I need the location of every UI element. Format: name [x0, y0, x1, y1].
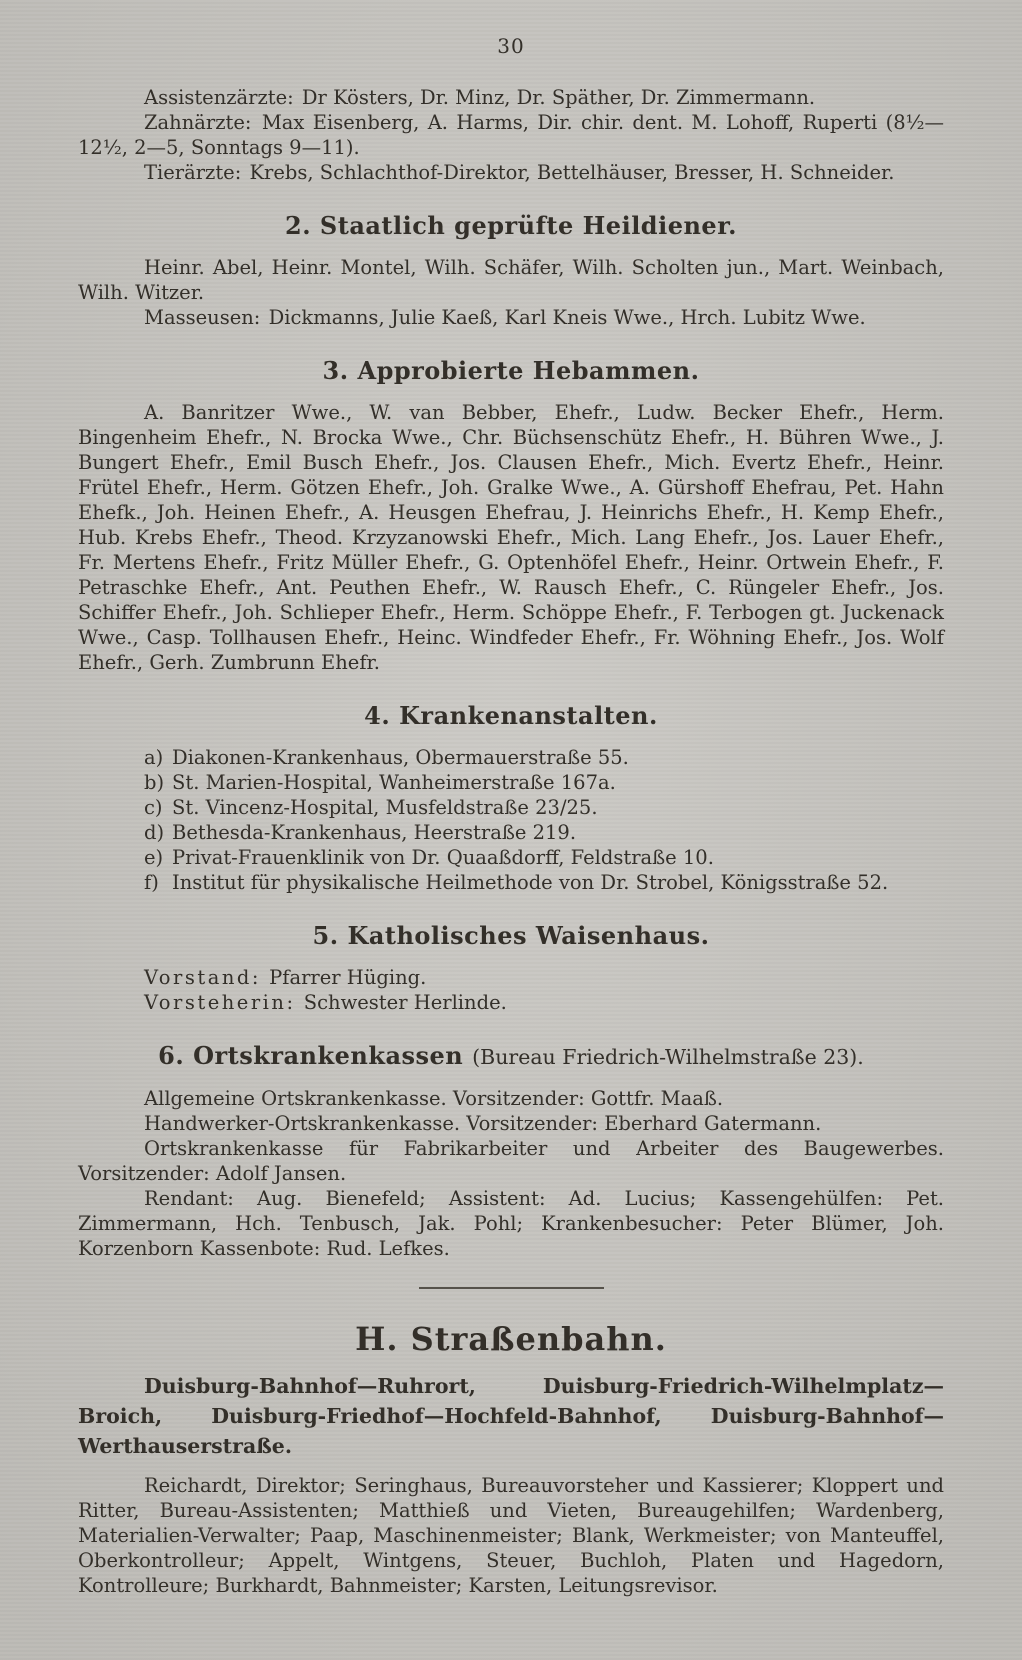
ortskrankenkassen-heading-bold: 6. Ortskrankenkassen: [158, 1041, 464, 1070]
okk-kassenbote: Kassenbote: Rud. Lefkes.: [199, 1237, 450, 1260]
tieraerzte-line: [78, 160, 944, 185]
masseusen-label: Masseusen:: [144, 306, 261, 329]
hospital-item-f: [144, 870, 944, 895]
hospital-item-a-label: a): [144, 746, 164, 769]
okk-rendant: Rendant: Aug. Bienefeld; Assistent: Ad. Lucius; Kassengehülfen: Pet. Zimmermann, Hch. Tenbusch, Jak. Pohl; Krankenbesucher: Peter Blümer, Joh. Korzenborn: [78, 1187, 944, 1260]
hospital-item-f-label: f): [144, 871, 159, 894]
tieraerzte-names: Krebs, Schlachthof-Direktor, Bettelhäuser, Bresser, H. Schneider.: [249, 161, 895, 184]
section-krankenanstalten: [78, 701, 944, 895]
strassenbahn-heading: H. Straßenbahn.: [355, 1320, 667, 1358]
hospital-item-b-label: b): [144, 771, 165, 794]
section-hebammen: [78, 356, 944, 675]
vorsteherin-name: Schwester Herlinde.: [303, 991, 507, 1014]
hospital-item-b: [144, 770, 944, 795]
section-heading-waisenhaus: 5. Katholisches Waisenhaus.: [312, 921, 710, 950]
section-waisenhaus: [78, 921, 944, 1015]
page-number: 30: [497, 34, 525, 58]
hospital-item-c-label: c): [144, 796, 163, 819]
masseusen-names: Dickmanns, Julie Kaeß, Karl Kneis Wwe., Hrch. Lubitz Wwe.: [268, 306, 866, 329]
vorstand-label: Vorstand:: [144, 966, 261, 989]
hospital-item-c-text: St. Vincenz-Hospital, Musfeldstraße 23/25.: [172, 796, 598, 819]
assistenzaerzte-names: Dr Kösters, Dr. Minz, Dr. Späther, Dr. Zimmermann.: [301, 86, 816, 109]
okk-personal: [78, 1186, 944, 1261]
vorstand-name: Pfarrer Hüging.: [269, 966, 427, 989]
vorsteherin-label: Vorsteherin:: [144, 991, 296, 1014]
hospital-item-d-label: d): [144, 821, 165, 844]
section-heading-heildiener: 2. Staatlich geprüfte Heildiener.: [285, 211, 737, 240]
assistenzaerzte-line: [78, 85, 944, 110]
section-heading-ortskrankenkassen: [78, 1041, 944, 1072]
hospital-item-a: [144, 745, 944, 770]
hebammen-members: A. Banritzer Wwe., W. van Bebber, Ehefr., Ludw. Becker Ehefr., Herm. Bingenheim Ehefr., N. Brocka Wwe., Chr. Büchsenschütz Ehefr., H. Bühren Wwe., J. Bungert Ehefr., Emil Busch Ehefr., Jos. Clausen Ehefr., Mich. Evertz Ehefr., Heinr. Frütel Ehefr., Herm. Götzen Ehefr., Joh. Gralke Wwe., A. Gürshoff Ehefrau, Pet. Hahn Ehefk., Joh. Heinen Ehefr., A. Heusgen Ehefrau, J. Heinrichs Ehefr., H. Kemp Ehefr., Hub. Krebs Ehefr., Theod. Krzyzanowski Ehefr., Mich. Lang Ehefr., Jos. Lauer Ehefr., Fr. Mertens Ehefr., Fritz Müller Ehefr., G. Optenhöfel Ehefr., Heinr. Ortwein Ehefr., F. Petraschke Ehefr., Ant. Peuthen Ehefr., W. Rausch Ehefr., C. Rüngeler Ehefr., Jos. Schiffer Ehefr., Joh. Schlieper Ehefr., Herm. Schöppe Ehefr., F. Terbogen gt. Juckenack Wwe., Casp. Tollhausen Ehefr., Heinc. Windfeder Ehefr., Fr. Wöhning Ehefr., Jos. Wolf Ehefr., Gerh. Zumbrunn Ehefr.: [78, 401, 944, 674]
masseusen-line: [78, 305, 944, 330]
waisenhaus-vorsteherin: [78, 990, 944, 1015]
hospital-item-e-text: Privat-Frauenklinik von Dr. Quaaßdorff, Feldstraße 10.: [172, 846, 714, 869]
zahnaerzte-label: Zahnärzte:: [144, 111, 252, 134]
zahnaerzte-names: Max Eisenberg, A. Harms, Dir. chir. dent. M. Lohoff, Ruperti (8½—12½, 2—5, Sonntags 9—11).: [78, 111, 944, 159]
assistenzaerzte-label: Assistenzärzte:: [144, 86, 294, 109]
strassenbahn-staff: Reichardt, Direktor; Seringhaus, Bureauvorsteher und Kassierer; Kloppert und Ritter, Bureau-Assistenten; Matthieß und Vieten, Bureaugehilfen; Wardenberg, Materialien-Verwalter; Paap, Maschinenmeister; Blank, Werkmeister; von Manteuffel, Oberkontrolleur; Appelt, Wintgens, Steuer, Buchloh, Platen und Hagedorn, Kontrolleure; Burkhardt, Bahnmeister; Karsten, Leitungsrevisor.: [78, 1474, 944, 1597]
section-ortskrankenkassen: [78, 1041, 944, 1261]
section-divider-rule: [419, 1287, 604, 1289]
hospital-item-c: [144, 795, 944, 820]
hospital-item-f-text: Institut für physikalische Heilmethode von Dr. Strobel, Königsstraße 52.: [172, 871, 889, 894]
hospital-item-b-text: St. Marien-Hospital, Wanheimerstraße 167a.: [172, 771, 616, 794]
heildiener-members: Heinr. Abel, Heinr. Montel, Wilh. Schäfer, Wilh. Scholten jun., Mart. Weinbach, Wilh. Witzer.: [78, 256, 944, 304]
hospital-item-e: [144, 845, 944, 870]
section-heading-krankenanstalten: 4. Krankenanstalten.: [364, 701, 658, 730]
section-strassenbahn: [78, 1319, 944, 1598]
ortskrankenkassen-heading-bureau: (Bureau Friedrich-Wilhelmstraße 23).: [472, 1045, 864, 1069]
hospital-item-d-text: Bethesda-Krankenhaus, Heerstraße 219.: [172, 821, 577, 844]
section-heildiener: [78, 211, 944, 330]
okk-fabrikarbeiter: Ortskrankenkasse für Fabrikarbeiter und Arbeiter des Baugewerbes. Vorsitzender: Adolf Jansen.: [78, 1137, 944, 1185]
section-heading-hebammen: 3. Approbierte Hebammen.: [322, 356, 700, 385]
okk-handwerker: Handwerker-Ortskrankenkasse. Vorsitzender: Eberhard Gatermann.: [144, 1112, 822, 1135]
okk-allgemeine: Allgemeine Ortskrankenkasse. Vorsitzender: Gottfr. Maaß.: [144, 1087, 724, 1110]
strassenbahn-routes: Duisburg-Bahnhof—Ruhrort, Duisburg-Friedrich-Wilhelmplatz—Broich, Duisburg-Friedhof—Hochfeld-Bahnhof, Duisburg-Bahnhof—Werthauserstraße.: [78, 1374, 944, 1458]
section-medical-staff: [78, 85, 944, 185]
zahnaerzte-line: [78, 110, 944, 160]
hospital-item-a-text: Diakonen-Krankenhaus, Obermauerstraße 55.: [172, 746, 629, 769]
hospital-item-d: [144, 820, 944, 845]
hospital-item-e-label: e): [144, 846, 164, 869]
waisenhaus-vorstand: [78, 965, 944, 990]
tieraerzte-label: Tierärzte:: [144, 161, 242, 184]
